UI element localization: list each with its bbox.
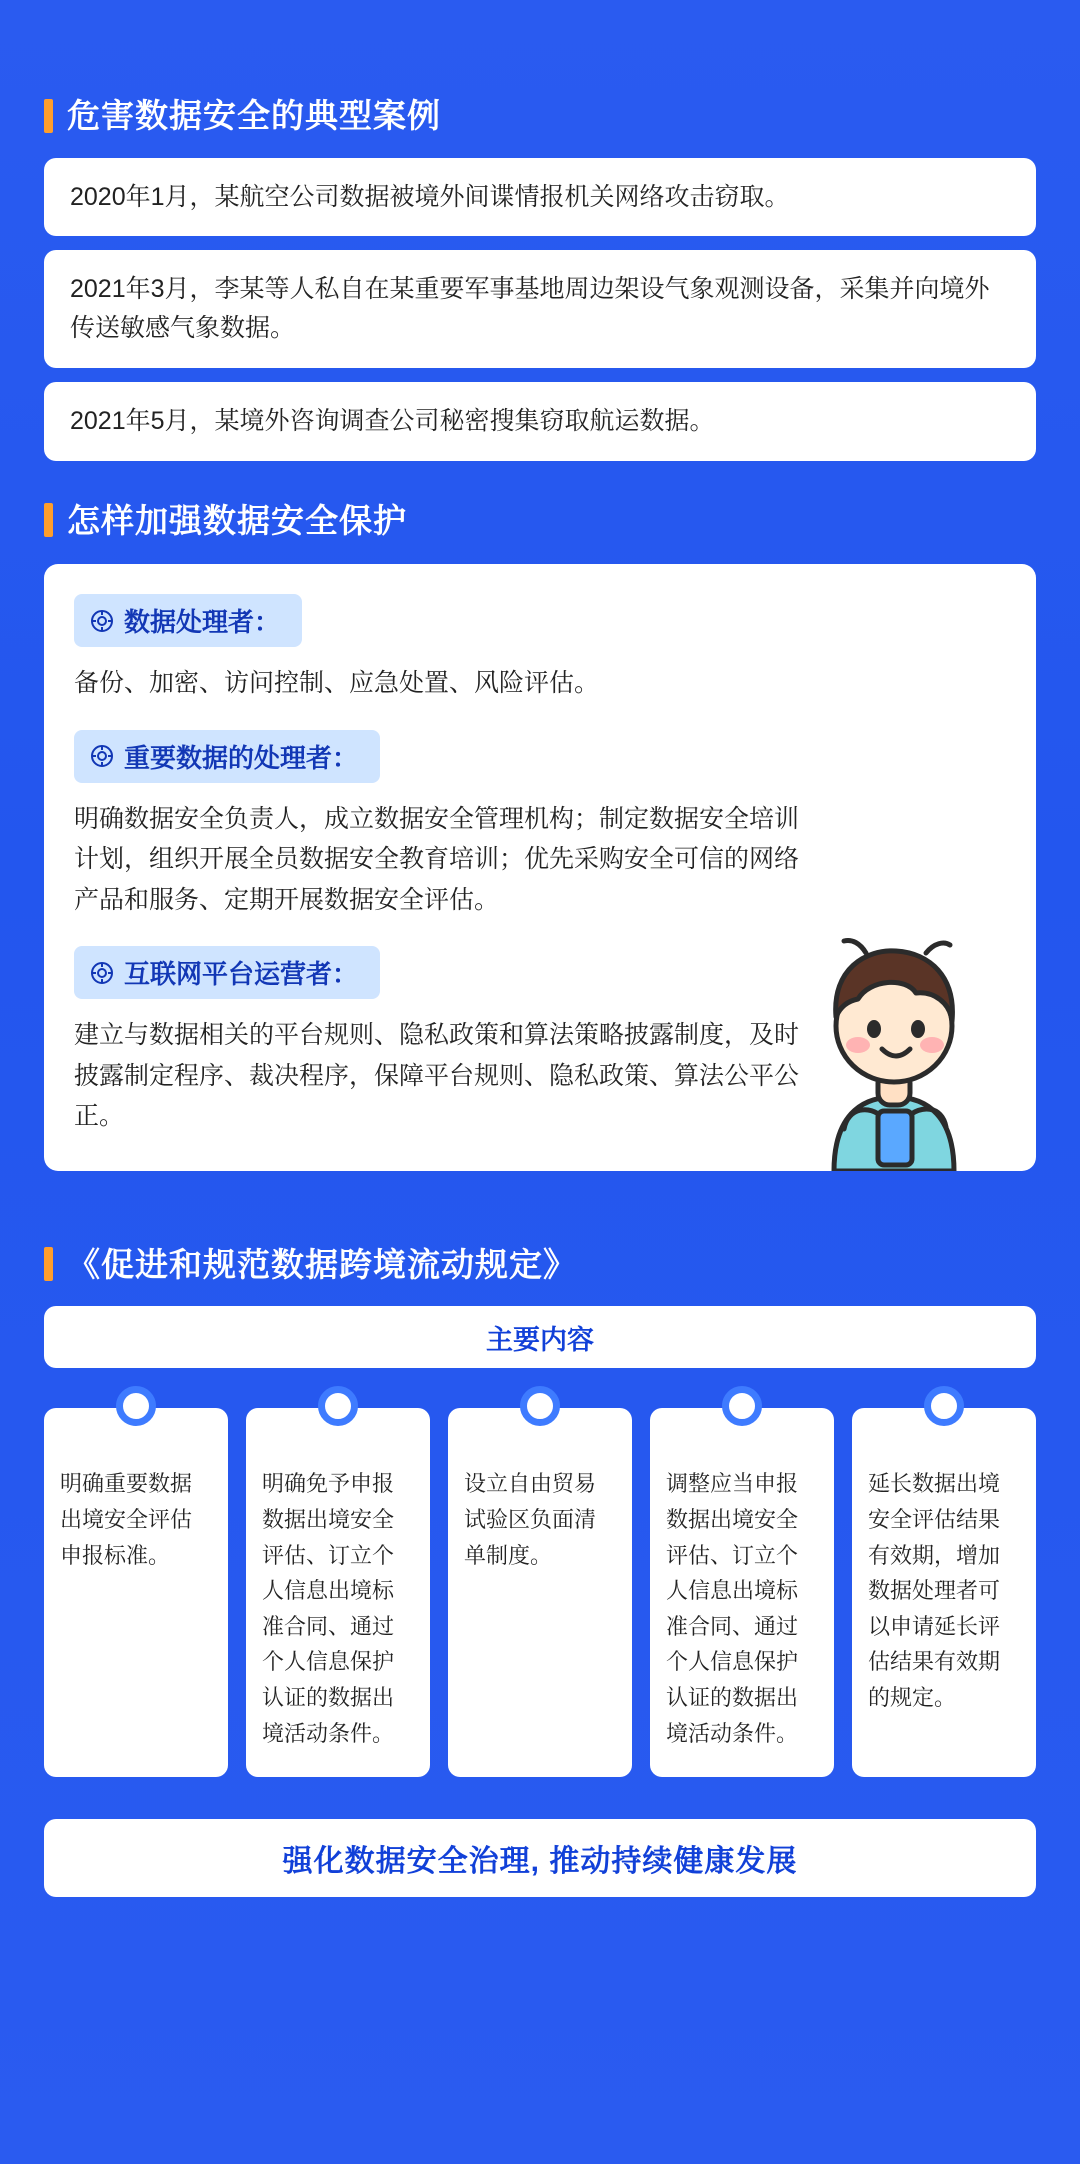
protection-group-text: 明确数据安全负责人，成立数据安全管理机构；制定数据安全培训计划，组织开展全员数据安全教育培训；优先采购安全可信的网络产品和服务、定期开展数据安全评估。: [74, 804, 800, 914]
regulation-column-text: 设立自由贸易试验区负面清单制度。: [464, 1471, 597, 1568]
regulation-column: [650, 1408, 834, 1777]
protection-group-label: [74, 594, 302, 647]
cases-heading-text: 危害数据安全的典型案例: [67, 97, 441, 134]
regulation-column-text: 调整应当申报数据出境安全评估、订立个人信息出境标准合同、通过个人信息保护认证的数据出境活动条件。: [666, 1471, 799, 1746]
spacer: [44, 1171, 1036, 1211]
regulation-column-text: 明确重要数据出境安全评估申报标准。: [60, 1471, 193, 1568]
protection-group-text: 备份、加密、访问控制、应急处置、风险评估。: [74, 669, 600, 698]
gear-icon: [90, 961, 114, 985]
regulation-column: [852, 1408, 1036, 1777]
top-spacer: [44, 0, 1036, 96]
case-card: 2020年1月，某航空公司数据被境外间谍情报机关网络攻击窃取。: [44, 158, 1036, 237]
regulation-section: [44, 1245, 1036, 1898]
cases-list: [44, 158, 1036, 461]
regulation-column: [44, 1408, 228, 1777]
regulation-column: [448, 1408, 632, 1777]
protection-group-label: [74, 946, 380, 999]
protection-group-label: [74, 730, 380, 783]
column-marker-dot: [722, 1386, 762, 1426]
heading-accent-bar: [44, 503, 53, 537]
regulation-heading: [44, 1245, 1036, 1285]
regulation-column-text: 延长数据出境安全评估结果有效期，增加数据处理者可以申请延长评估结果有效期的规定。: [868, 1471, 1001, 1711]
boy-with-phone-illustration: [774, 921, 1014, 1171]
gear-icon: [90, 609, 114, 633]
heading-accent-bar: [44, 1247, 53, 1281]
column-marker-dot: [318, 1386, 358, 1426]
main-content-label: 主要内容: [44, 1306, 1036, 1368]
protection-group-label-text: 互联网平台运营者：: [124, 959, 359, 990]
gear-icon: [90, 744, 114, 768]
case-card: 2021年5月，某境外咨询调查公司秘密搜集窃取航运数据。: [44, 382, 1036, 461]
regulation-column-text: 明确免予申报数据出境安全评估、订立个人信息出境标准合同、通过个人信息保护认证的数据出境活动条件。: [262, 1471, 395, 1746]
cases-heading: [44, 96, 1036, 136]
protection-heading-text: 怎样加强数据安全保护: [67, 501, 407, 539]
footer-slogan: 强化数据安全治理, 推动持续健康发展: [44, 1819, 1036, 1897]
spacer: [44, 461, 1036, 501]
case-card: 2021年3月，李某等人私自在某重要军事基地周边架设气象观测设备，采集并向境外传送敏感气象数据。: [44, 250, 1036, 368]
column-marker-dot: [520, 1386, 560, 1426]
regulation-columns: [44, 1408, 1036, 1777]
heading-accent-bar: [44, 99, 53, 133]
regulation-column: [246, 1408, 430, 1777]
protection-group-label-text: 数据处理者：: [124, 607, 281, 638]
protection-group-label-text: 重要数据的处理者：: [124, 742, 359, 773]
protection-card: [44, 564, 1036, 1171]
protection-group-text: 建立与数据相关的平台规则、隐私政策和算法策略披露制度，及时披露制定程序、裁决程序，保障平台规则、隐私政策、算法公平公正。: [74, 1021, 800, 1131]
column-marker-dot: [116, 1386, 156, 1426]
protection-heading: [44, 501, 1036, 541]
regulation-heading-text: 《促进和规范数据跨境流动规定》: [67, 1245, 577, 1283]
column-marker-dot: [924, 1386, 964, 1426]
